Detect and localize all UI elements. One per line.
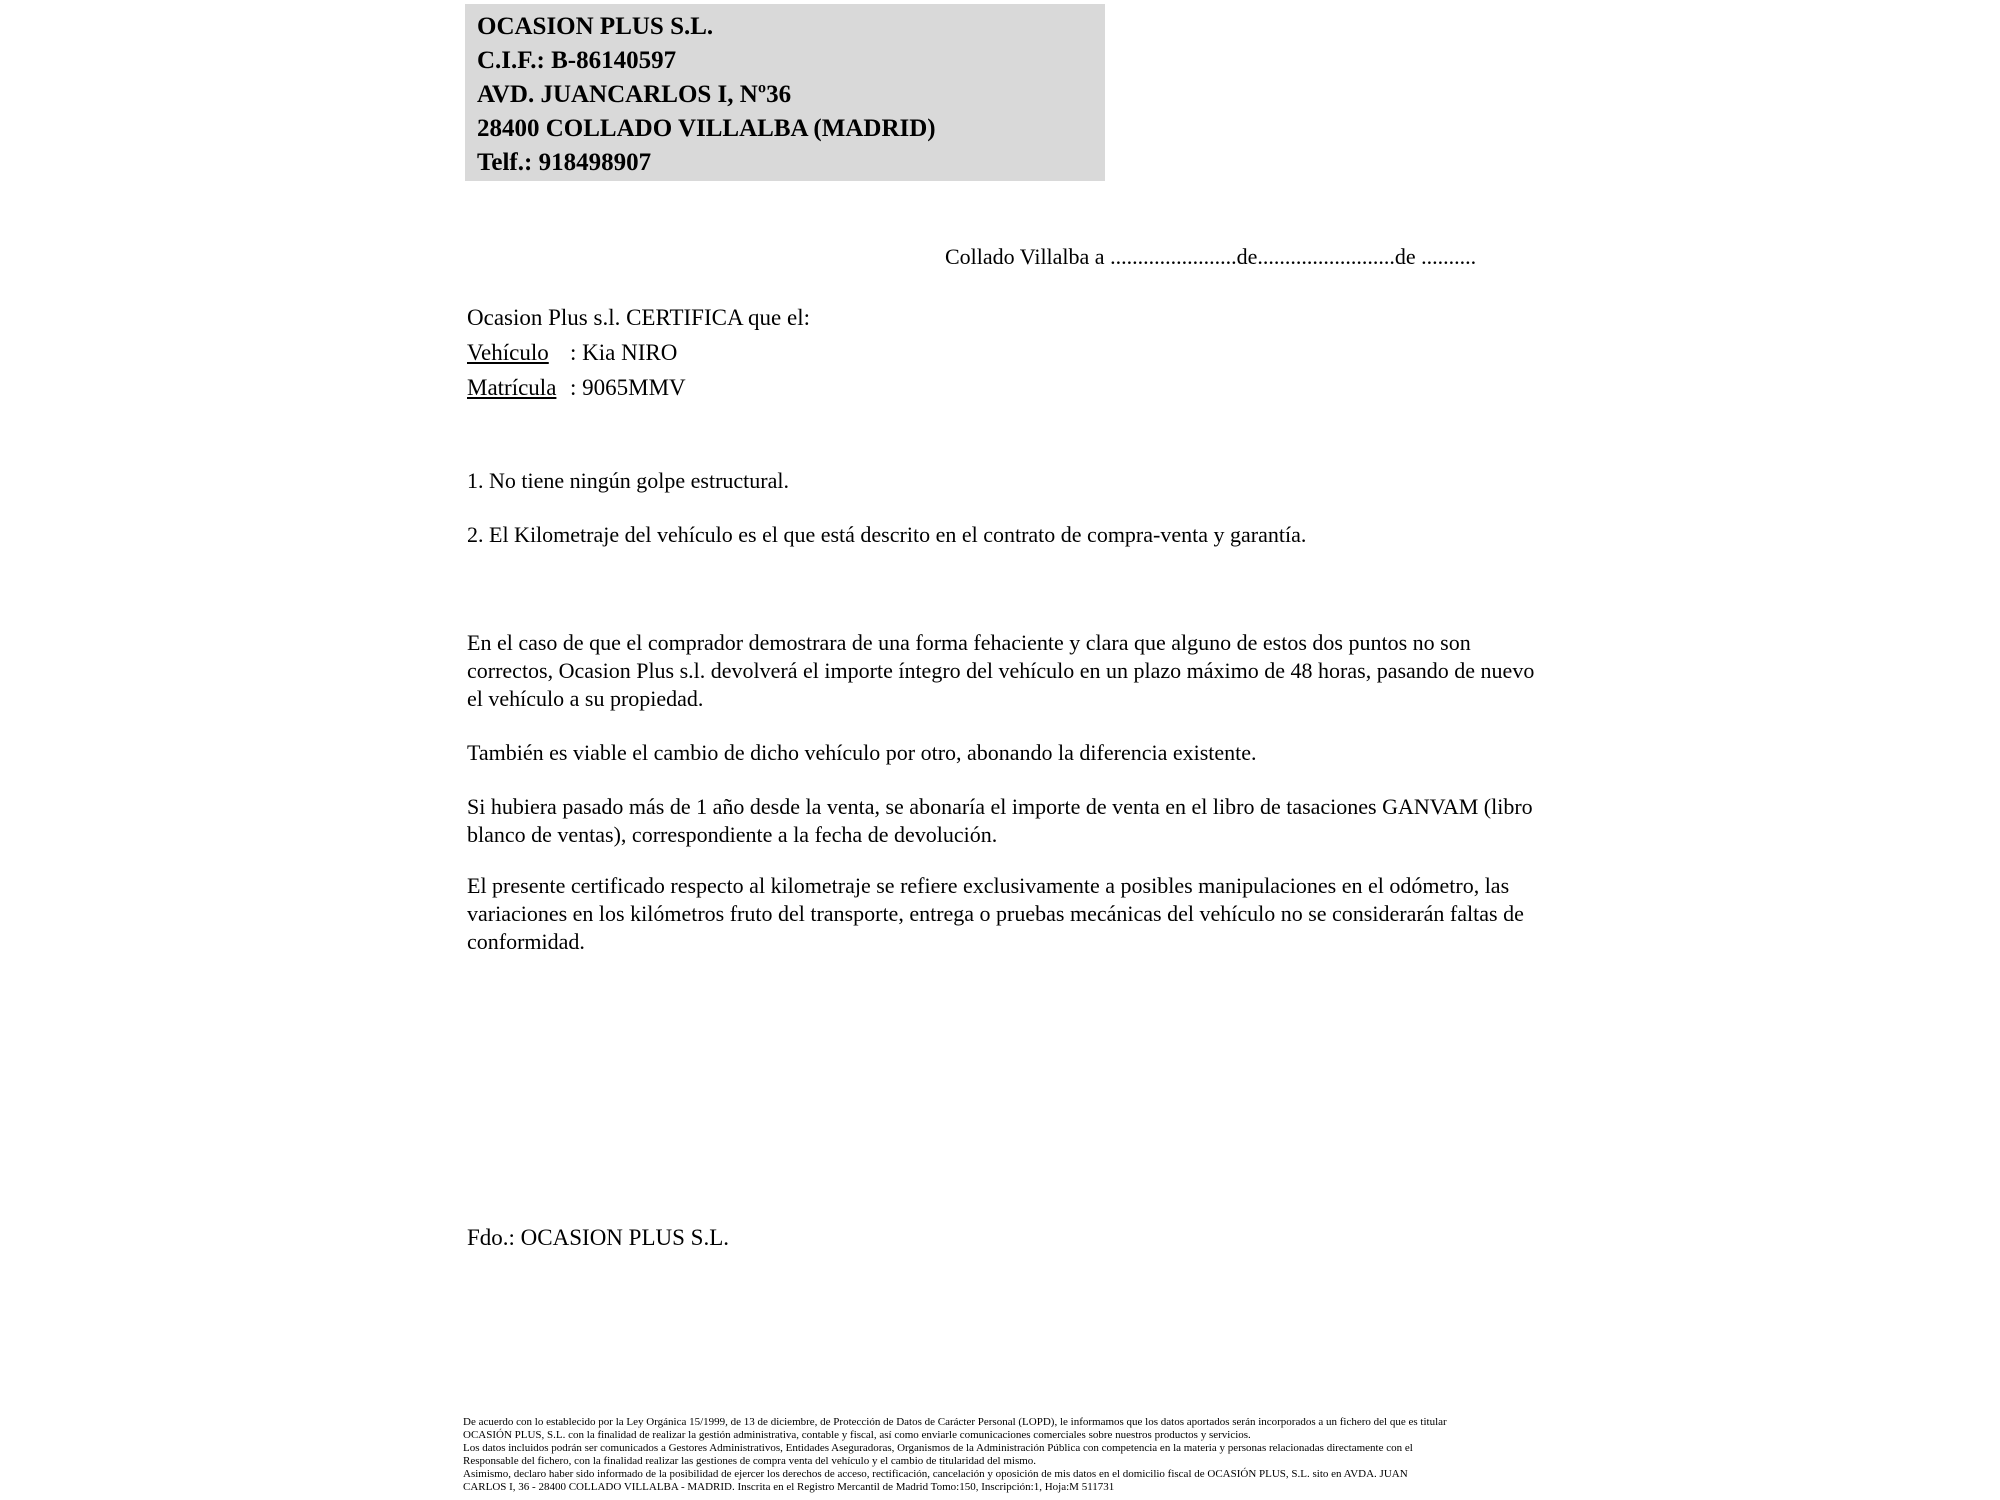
legal-footer-line: OCASIÓN PLUS, S.L. con la finalidad de realizar la gestión administrativa, contable y fiscal, así como enviarle comunicaciones comerciales sobre nuestros productos y servicios. bbox=[463, 1429, 1251, 1441]
plate-row bbox=[467, 370, 810, 405]
legal-footer-line: CARLOS I, 36 - 28400 COLLADO VILLALBA - MADRID. Inscrita en el Registro Mercantil de Madrid Tomo:150, Inscripción:1, Hoja:M 511731 bbox=[463, 1481, 1115, 1493]
legal-footer-line: Los datos incluidos podrán ser comunicados a Gestores Administrativos, Entidades Aseguradoras, Organismos de la Administración Pública con competencia en la materia y personas relacionadas directamente con el bbox=[463, 1442, 1413, 1454]
vehicle-row bbox=[467, 335, 810, 370]
paragraph-vehicle-exchange: También es viable el cambio de dicho vehículo por otro, abonando la diferencia existente. bbox=[467, 740, 1257, 765]
company-postal-city: 28400 COLLADO VILLALBA (MADRID) bbox=[477, 115, 936, 142]
company-cif: C.I.F.: B-86140597 bbox=[477, 47, 677, 74]
company-address: AVD. JUANCARLOS I, Nº36 bbox=[477, 81, 792, 108]
legal-footer-line: Responsable del fichero, con la finalidad realizar las gestiones de compra venta del vehículo y el cambio de titularidad del mismo. bbox=[463, 1455, 1037, 1467]
company-name: OCASION PLUS S.L. bbox=[477, 13, 714, 40]
paragraph-odometer-disclaimer: El presente certificado respecto al kilometraje se refiere exclusivamente a posibles manipulaciones en el odómetro, las variaciones en los kilómetros fruto del transporte, entrega o pruebas mecánicas del vehículo no se considerarán faltas de conformidad. bbox=[467, 873, 1524, 954]
vehicle-value: : Kia NIRO bbox=[570, 340, 678, 365]
condition-item-1: 1. No tiene ningún golpe estructural. bbox=[467, 468, 789, 493]
certification-intro: Ocasion Plus s.l. CERTIFICA que el: bbox=[467, 305, 810, 330]
vehicle-label: Vehículo bbox=[467, 340, 549, 365]
certification-block bbox=[467, 300, 810, 405]
signature-line: Fdo.: OCASION PLUS S.L. bbox=[467, 1225, 729, 1250]
legal-footer bbox=[463, 1416, 1573, 1494]
condition-item-2: 2. El Kilometraje del vehículo es el que está descrito en el contrato de compra-venta y garantía. bbox=[467, 522, 1307, 547]
company-info-block bbox=[465, 4, 1105, 181]
date-fill-in-line: Collado Villalba a .......................de.........................de .......... bbox=[945, 244, 1477, 269]
paragraph-ganvam-valuation: Si hubiera pasado más de 1 año desde la venta, se abonaría el importe de venta en el libro de tasaciones GANVAM (libro blanco de ventas), correspondiente a la fecha de devolución. bbox=[467, 794, 1533, 847]
legal-footer-line: Asimismo, declaro haber sido informado de la posibilidad de ejercer los derechos de acceso, rectificación, cancelación y oposición de mis datos en el domicilio fiscal de OCASIÓN PLUS, S.L. sito en AVDA. JUAN bbox=[463, 1468, 1408, 1480]
company-phone: Telf.: 918498907 bbox=[477, 149, 652, 176]
legal-footer-line: De acuerdo con lo establecido por la Ley Orgánica 15/1999, de 13 de diciembre, de Protección de Datos de Carácter Personal (LOPD), le informamos que los datos aportados serán incorporados a un fichero del que es titular bbox=[463, 1416, 1447, 1428]
plate-label: Matrícula bbox=[467, 375, 557, 400]
paragraph-refund-guarantee: En el caso de que el comprador demostrara de una forma fehaciente y clara que alguno de estos dos puntos no son correctos, Ocasion Plus s.l. devolverá el importe íntegro del vehículo en un plazo máximo de 48 horas, pasando de nuevo el vehículo a su propiedad. bbox=[467, 630, 1535, 711]
plate-value: : 9065MMV bbox=[570, 375, 686, 400]
